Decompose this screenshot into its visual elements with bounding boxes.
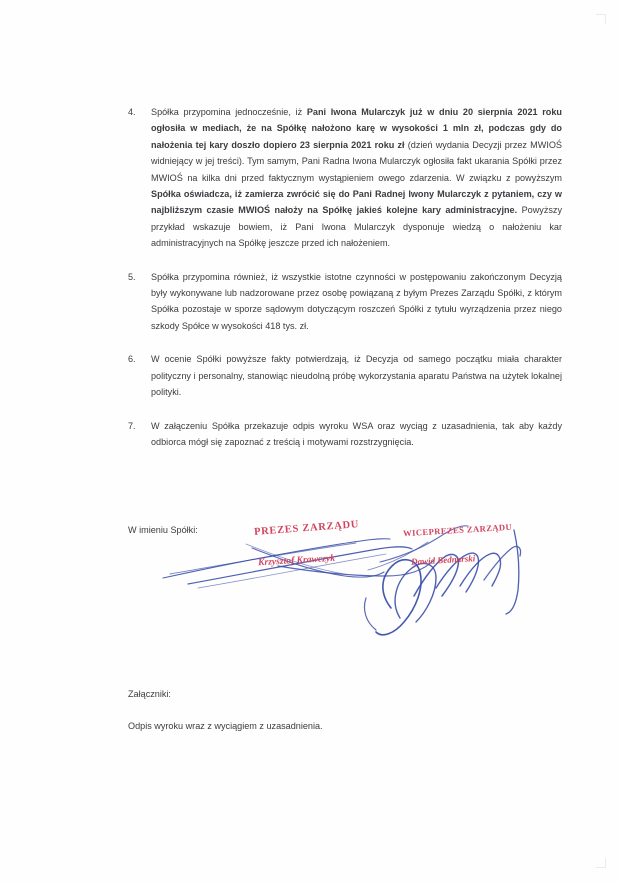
- crop-mark-bottom-right: [596, 858, 606, 868]
- stamp-title-vice-president: WICEPREZES ZARZĄDU: [402, 521, 513, 539]
- text-run: Spółka przypomina również, iż wszystkie istotne czynności w postępowaniu zakończonym Decyzją były wykonywane lub nadzorowane przez osobę powiązaną z byłym Prezes Zarządu Spółki, z którym Spółka pozostaje w sporze sądowym dotyczącym roszczeń Spółki z tytułu wyrządzenia przez niego szkody Spółce w wysokości 418 tys. zł.: [151, 271, 562, 331]
- paragraph-item: [128, 104, 562, 252]
- paragraph-text: [151, 104, 562, 252]
- paragraph-item: [128, 351, 562, 400]
- text-run-bold: Pani Iwona Mularczyk już w dniu 20 sierpnia 2021 roku ogłosiła w mediach, że na Spółkę nałożono karę w wysokości 1 mln zł, podczas gdy do nałożenia tej kary doszło dopiero 23 sierpnia 2021 roku zł: [151, 107, 562, 150]
- paragraph-marker: 5.: [128, 271, 136, 282]
- handwritten-signature-ink: [128, 518, 562, 648]
- paragraph-item: [128, 269, 562, 335]
- paragraph-text: [151, 269, 562, 335]
- stamp-name-vice-president: Dawid Bednarski: [410, 553, 476, 567]
- stamp-name-president: Krzysztof Krawczyk: [257, 552, 336, 569]
- paragraph-marker: 4.: [128, 107, 136, 117]
- attachment-entry: Odpis wyroku wraz z wyciągiem z uzasadnienia.: [128, 721, 323, 731]
- paragraph-item: [128, 418, 562, 451]
- paragraph-marker: 7.: [128, 420, 136, 431]
- paragraph-marker: 6.: [128, 354, 136, 365]
- attachments-section: [128, 686, 528, 734]
- paragraph-text: [151, 351, 562, 400]
- text-run: (dzień wydania Decyzji przez MWIOŚ widniejący w jej treści). Tym samym, Pani Radna Iwona Mularczyk ogłosiła fakt ukarania Spółki przez MWIOŚ na kilka dni przed faktycznym wystąpieniem owego zdarzenia. W związku z powyższym: [151, 139, 562, 183]
- text-run-bold: Spółka oświadcza, iż zamierza zwrócić się do Pani Radnej Iwony Mularczyk z pytaniem, czy w najbliższym czasie MWIOŚ nałoży na Spółkę jakieś kolejne kary administracyjne.: [151, 189, 562, 216]
- crop-mark-top-right: [596, 14, 606, 24]
- text-run: Spółka przypomina jednocześnie, iż: [151, 107, 307, 117]
- attachments-heading: Załączniki:: [128, 689, 171, 699]
- signature-section: [128, 518, 562, 648]
- stamp-title-president: PREZES ZARZĄDU: [253, 519, 360, 538]
- paragraph-text: [151, 418, 562, 451]
- text-run: W ocenie Spółki powyższe fakty potwierdzają, iż Decyzja od samego początku miała charakter polityczny i personalny, stanowiąc nieudolną próbę wykorzystania aparatu Państwa na użytek lokalnej polityki.: [151, 354, 562, 398]
- document-body: [128, 104, 562, 450]
- text-run: Powyższy przykład wskazuje bowiem, iż Pani Iwona Mularczyk dysponuje wiedzą o nałożeniu kar administracyjnych na Spółkę jeszcze przed ich nałożeniem.: [151, 205, 563, 249]
- numbered-paragraph-list: [128, 104, 562, 450]
- attachments-spacer: [128, 702, 528, 718]
- text-run: W załączeniu Spółka przekazuje odpis wyroku WSA oraz wyciąg z uzasadnienia, tak aby każdy odbiorca mógł się zapoznać z treścią i motywami rozstrzygnięcia.: [151, 420, 562, 447]
- signature-intro-label: W imieniu Spółki:: [128, 525, 198, 535]
